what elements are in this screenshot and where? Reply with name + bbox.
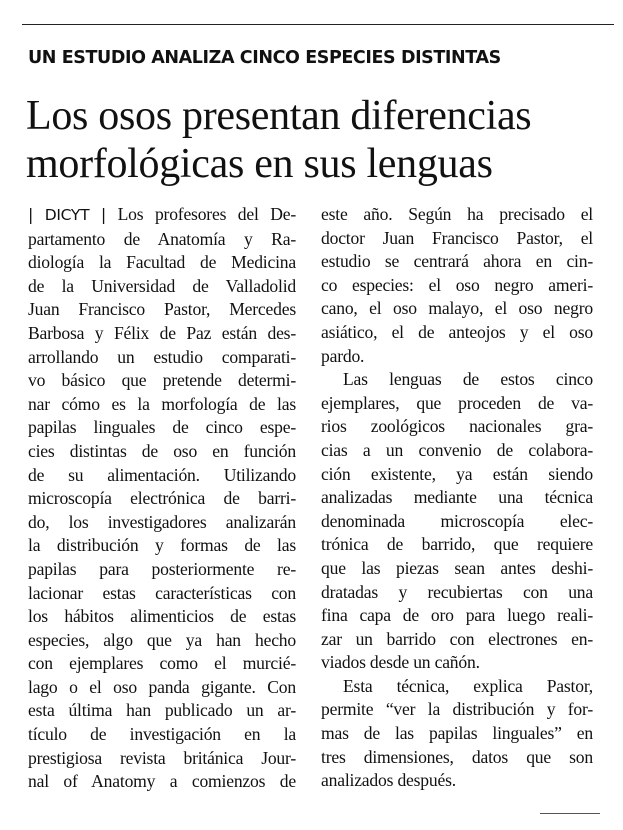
- article-line: tículo de investigación en la: [28, 724, 296, 745]
- article-line: dratadas y recubiertas con una: [321, 581, 593, 602]
- article-line: partamento de Anatomía y Ra-: [28, 228, 296, 249]
- headline-line-1: Los osos presentan diferencias: [26, 93, 532, 139]
- article-line: de la Universidad de Valladolid: [28, 275, 296, 296]
- article-line: cias a un convenio de colabora-: [321, 439, 593, 460]
- article-line: lacionar estas características con: [28, 582, 296, 603]
- article-line: nal of Anatomy a comienzos de: [28, 771, 296, 792]
- article-line: estudio se centrará ahora en cin-: [321, 251, 593, 272]
- article-line: trónica de barrido, que requiere: [321, 534, 593, 555]
- article-line: Barbosa y Félix de Paz están des-: [28, 322, 296, 343]
- article-line: viados desde un cañón.: [321, 652, 480, 673]
- article-line: que las piezas sean antes deshi-: [321, 557, 593, 578]
- article-text: Los profesores del De-: [117, 204, 296, 224]
- kicker: UN ESTUDIO ANALIZA CINCO ESPECIES DISTINTAS: [28, 48, 501, 68]
- article-line: especies, algo que ya han hecho: [28, 629, 296, 650]
- article-line: Las lenguas de estos cinco: [343, 369, 593, 390]
- article-line: zar un barrido con electrones en-: [321, 628, 593, 649]
- headline: [26, 92, 616, 188]
- article-line: la distribución y formas de las: [28, 535, 296, 556]
- byline-agency: DICYT: [44, 206, 90, 224]
- article-line: analizados después.: [321, 770, 456, 791]
- headline-line-2: morfológicas en sus lenguas: [26, 141, 493, 187]
- article-line: tres dimensiones, datos que son: [321, 746, 593, 767]
- article-line: arrollando un estudio comparati-: [28, 346, 296, 367]
- article-line: analizadas mediante una técnica: [321, 487, 593, 508]
- article-line: asiático, el de anteojos y el oso: [321, 321, 593, 342]
- article-left-column: [28, 203, 296, 794]
- byline-close: |: [100, 205, 107, 224]
- bottom-rule: [540, 813, 600, 814]
- article-line: ción existente, ya están siendo: [321, 463, 593, 484]
- article-line: mas de las papilas linguales” en: [321, 723, 593, 744]
- article-line: lago o el oso panda gigante. Con: [28, 676, 296, 697]
- article-line: rios zoológicos nacionales gra-: [321, 416, 593, 437]
- top-rule: [22, 24, 614, 25]
- byline-open: |: [28, 205, 34, 224]
- article-line: pardo.: [321, 345, 365, 366]
- article-line: doctor Juan Francisco Pastor, el: [321, 227, 593, 248]
- article-line: co especies: el oso negro ameri-: [321, 274, 593, 295]
- article-line: denominada microscopía elec-: [321, 510, 593, 531]
- article-line: los hábitos alimenticios de estas: [28, 606, 296, 627]
- article-line: cies distintas de oso en función: [28, 440, 296, 461]
- article-line: diología la Facultad de Medicina: [28, 252, 296, 273]
- article-line: ejemplares, que proceden de va-: [321, 392, 593, 413]
- article-line: permite “ver la distribución y for-: [321, 699, 593, 720]
- article-line: vo básico que pretende determi-: [28, 370, 296, 391]
- article-line: papilas para posteriormente re-: [28, 558, 296, 579]
- article-line: do, los investigadores analizarán: [28, 511, 296, 532]
- article-line: papilas linguales de cinco espe-: [28, 417, 296, 438]
- article-line: fina capa de oro para luego reali-: [321, 605, 593, 626]
- article-line: de su alimentación. Utilizando: [28, 464, 296, 485]
- article-line: Juan Francisco Pastor, Mercedes: [28, 299, 296, 320]
- article-line: [28, 203, 296, 228]
- article-line: este año. Según ha precisado el: [321, 204, 593, 224]
- article-line: con ejemplares como el murcié-: [28, 653, 296, 674]
- article-line: Esta técnica, explica Pastor,: [343, 675, 593, 696]
- article-line: prestigiosa revista británica Jour-: [28, 747, 296, 768]
- article-line: esta última han publicado un ar-: [28, 700, 296, 721]
- article-line: nar cómo es la morfología de las: [28, 393, 296, 414]
- article-right-column: [321, 203, 593, 793]
- article-line: microscopía electrónica de barri-: [28, 488, 296, 509]
- article-line: cano, el oso malayo, el oso negro: [321, 298, 593, 319]
